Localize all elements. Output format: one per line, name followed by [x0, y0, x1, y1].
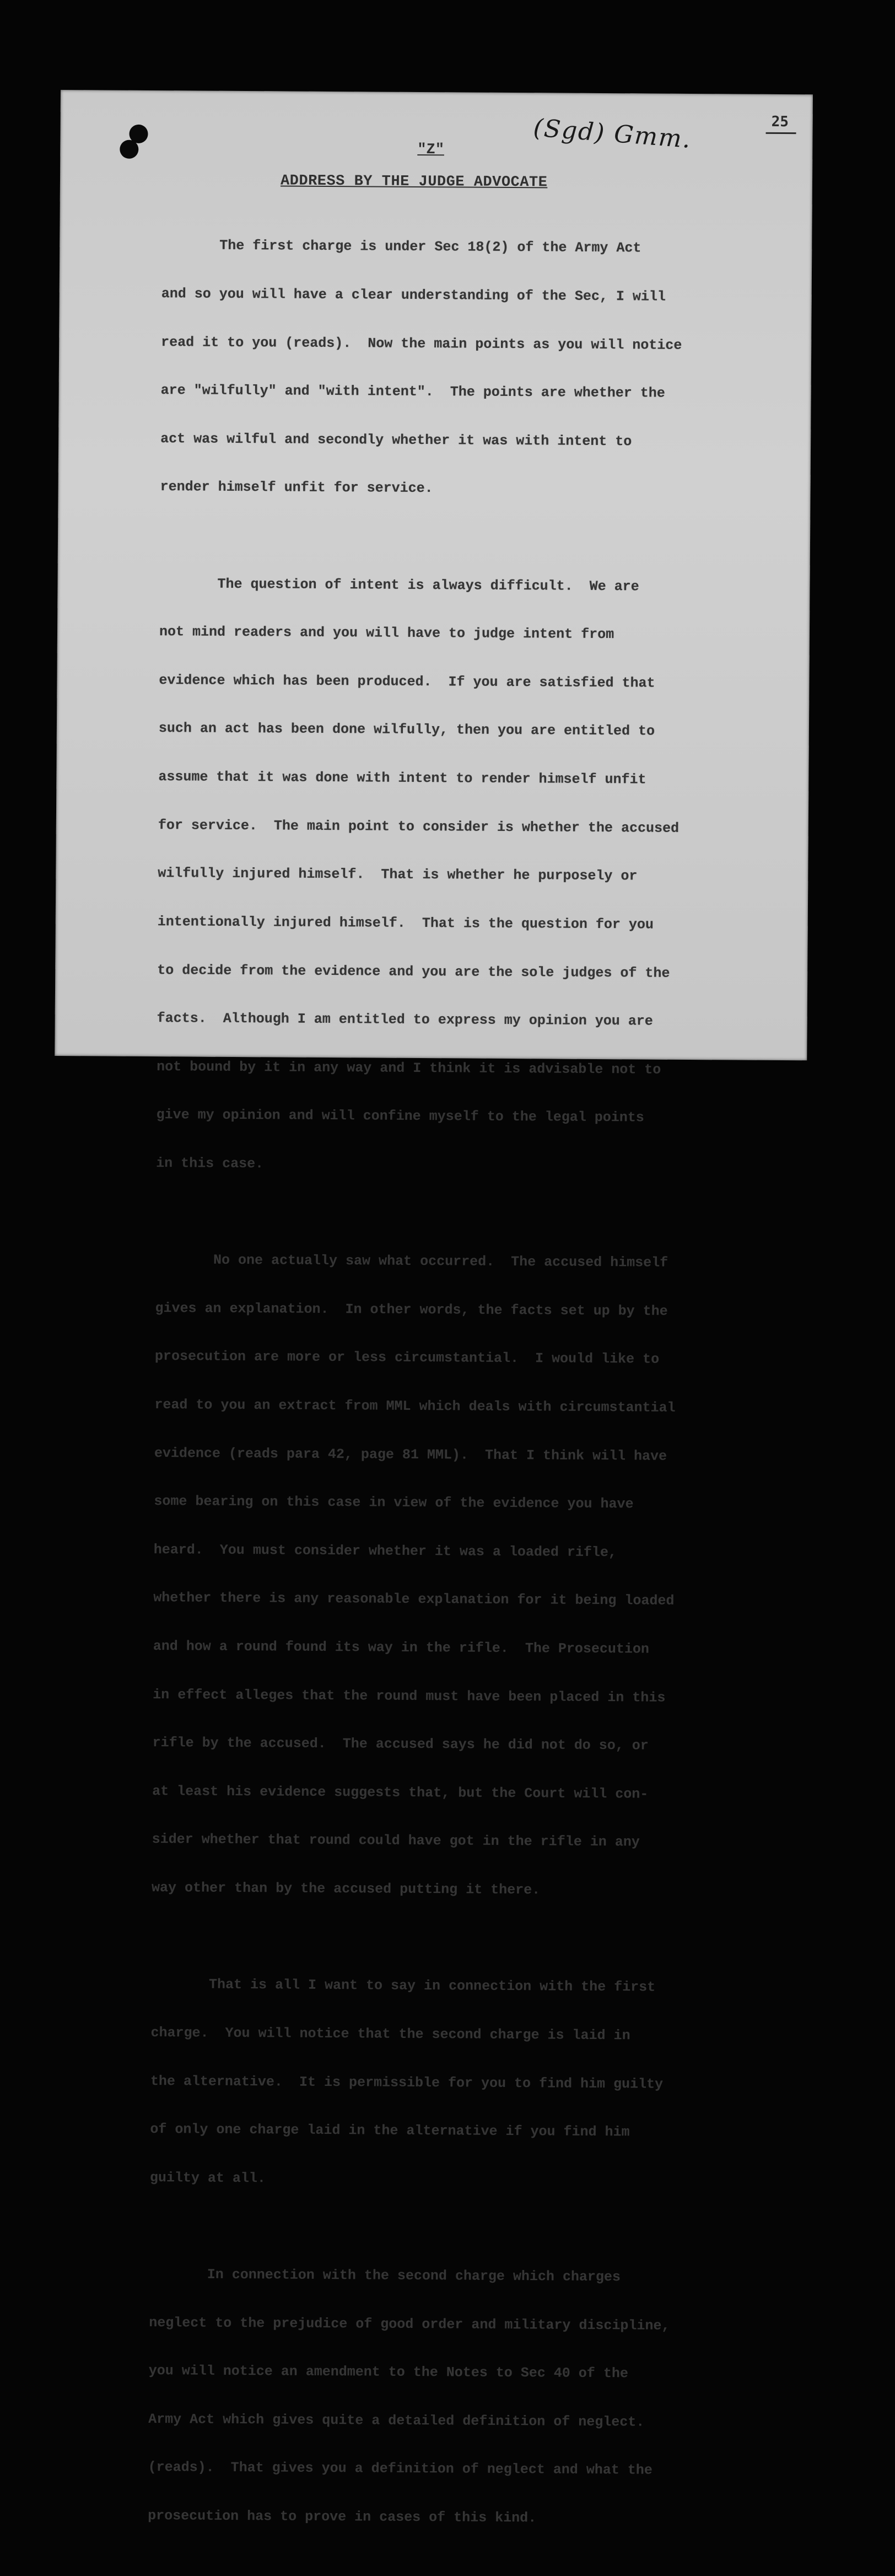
text-line: The question of intent is always difficult. We are — [159, 575, 639, 595]
text-line: not bound by it in any way and I think it is advisable not to — [157, 1058, 661, 1078]
text-line: to decide from the evidence and you are the sole judges of the — [157, 962, 670, 981]
text-line: and so you will have a clear understanding of the Sec, I will — [161, 286, 666, 305]
text-line: facts. Although I am entitled to express my opinion you are — [157, 1010, 653, 1029]
text-line: intentionally injured himself. That is the question for you — [157, 914, 654, 933]
text-line: (reads). That gives you a definition of neglect and what the — [148, 2459, 653, 2479]
text-line: such an act has been done wilfully, then you are entitled to — [158, 720, 655, 740]
page-title: ADDRESS BY THE JUDGE ADVOCATE — [280, 173, 548, 191]
text-line: at least his evidence suggests that, but the Court will con- — [152, 1783, 649, 1802]
paragraph — [148, 2234, 767, 2560]
text-line: read to you an extract from MML which deals with circumstantial — [154, 1397, 676, 1416]
text-line: sider whether that round could have got in the rifle in any — [152, 1831, 640, 1850]
punch-hole-bottom — [120, 140, 138, 159]
text-line: Army Act which gives quite a detailed definition of neglect. — [148, 2411, 645, 2430]
text-line: in effect alleges that the round must have been placed in this — [153, 1686, 666, 1706]
text-line: you will notice an amendment to the Notes to Sec 40 of the — [148, 2363, 628, 2382]
text-line: guilty at all. — [149, 2169, 266, 2187]
text-line: are "wilfully" and "with intent". The points are whether the — [160, 382, 665, 401]
paragraph — [152, 1220, 773, 1932]
text-line: The first charge is under Sec 18(2) of the Army Act — [161, 237, 641, 256]
text-line: gives an explanation. In other words, the facts set up by the — [155, 1300, 668, 1319]
text-line: wilfully injured himself. That is whether he purposely or — [158, 865, 638, 884]
sheet-mark: "Z" — [417, 141, 445, 159]
paragraph — [149, 1944, 768, 2221]
text-line: not mind readers and you will have to judge intent from — [159, 624, 614, 643]
text-line: neglect to the prejudice of good order and military discipline, — [149, 2314, 670, 2334]
text-line: give my opinion and will confine myself to the legal points — [156, 1107, 644, 1126]
text-line: rifle by the accused. The accused says he did not do so, or — [152, 1735, 649, 1754]
text-line: assume that it was done with intent to render himself unfit — [158, 769, 646, 788]
text-line: for service. The main point to consider is whether the accused — [158, 817, 680, 836]
text-line: way other than by the accused putting it there. — [151, 1880, 541, 1898]
text-line: and how a round found its way in the rifle. The Prosecution — [153, 1638, 649, 1657]
text-line: some bearing on this case in view of the evidence you have — [154, 1493, 634, 1512]
text-line: render himself unfit for service. — [160, 479, 433, 497]
text-line: read it to you (reads). Now the main points as you will notice — [161, 334, 682, 353]
text-line: in this case. — [156, 1155, 264, 1172]
text-line: act was wilful and secondly whether it was with intent to — [160, 430, 632, 450]
text-line: evidence which has been produced. If you are satisfied that — [159, 672, 655, 691]
paragraph — [156, 543, 777, 1207]
text-line: In connection with the second charge which charges — [149, 2266, 621, 2285]
page-number: 25 — [766, 114, 797, 134]
document-page — [55, 90, 813, 2526]
handwritten-signature: (Sgd) Gmm. — [532, 114, 693, 154]
paragraph — [160, 205, 779, 531]
text-line: No one actually saw what occurred. The accused himself — [155, 1252, 668, 1271]
text-line: prosecution has to prove in cases of this kind. — [148, 2508, 537, 2526]
text-line: the alternative. It is permissible for you to find him guilty — [150, 2073, 664, 2092]
text-line: charge. You will notice that the second charge is laid in — [150, 2024, 630, 2044]
text-line: whether there is any reasonable explanation for it being loaded — [153, 1590, 675, 1609]
text-line: evidence (reads para 42, page 81 MML). That I think will have — [154, 1445, 667, 1464]
text-line: prosecution are more or less circumstantial. I would like to — [154, 1348, 660, 1368]
text-line: heard. You must consider whether it was a loaded rifle, — [153, 1541, 617, 1561]
text-line: of only one charge laid in the alternative if you find him — [150, 2121, 630, 2140]
text-line: That is all I want to say in connection with the first — [150, 1976, 656, 1995]
body-text — [148, 205, 779, 2576]
